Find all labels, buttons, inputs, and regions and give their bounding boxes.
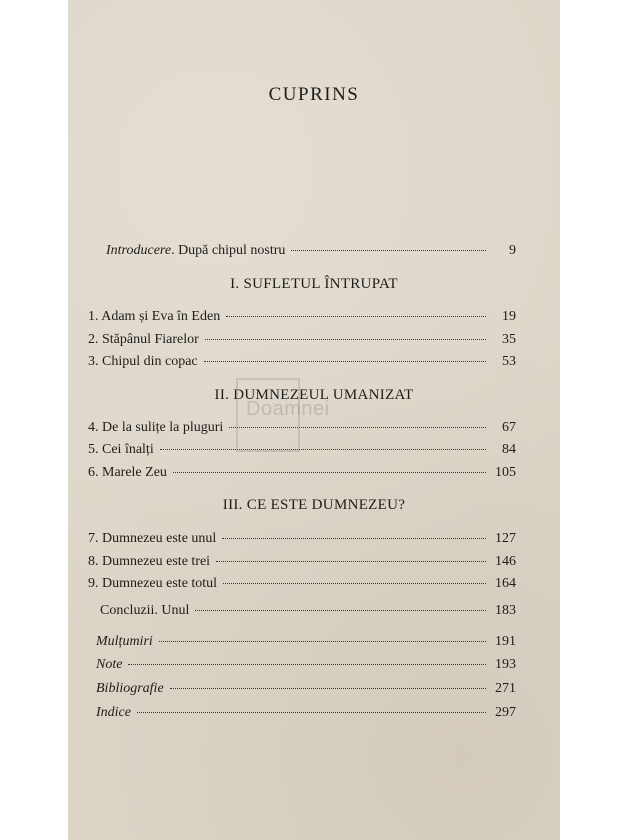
book-page: [68, 0, 560, 840]
toc-entry-chapter-1: [88, 308, 516, 326]
part-heading-3: III. CE ESTE DUMNEZEU?: [222, 497, 406, 513]
toc-page-number: 193: [495, 657, 516, 672]
toc-entry-label: 2. Stăpânul Fiarelor: [88, 332, 199, 347]
toc-entry-chapter-8: [88, 553, 516, 571]
toc-entry-chapter-4: [88, 419, 516, 437]
toc-entry-label-italic: Indice: [96, 705, 131, 720]
watermark-text: Doamnei: [246, 398, 330, 420]
toc-entry-bibliography: [96, 680, 516, 698]
toc-entry-label: [96, 633, 153, 651]
toc-page-number: 35: [502, 332, 516, 347]
toc-entry-label: [96, 704, 131, 722]
toc-page-number: 191: [495, 634, 516, 649]
dot-leader: [159, 641, 486, 642]
dot-leader: [128, 664, 486, 665]
toc-entry-label: [96, 656, 122, 674]
toc-entry-label: 7. Dumnezeu este unul: [88, 531, 217, 546]
toc-entry-notes: [96, 656, 516, 674]
toc-page-number: 127: [495, 531, 516, 546]
toc-entry-label: [96, 680, 164, 698]
toc-page-number: 84: [502, 442, 516, 457]
toc-page-number: 9: [509, 243, 516, 258]
toc-entry-label: 6. Marele Zeu: [88, 465, 167, 480]
toc-page-number: 146: [495, 554, 516, 569]
dot-leader: [137, 712, 486, 713]
toc-entry-label: 3. Chipul din copac: [88, 354, 198, 369]
toc-page-number: 297: [495, 705, 516, 720]
dot-leader: [216, 561, 486, 562]
toc-page-number: 67: [502, 420, 516, 435]
dot-leader: [226, 316, 486, 317]
toc-entry-label-italic: Bibliografie: [96, 681, 164, 696]
dot-leader: [222, 538, 486, 539]
dot-leader: [170, 688, 486, 689]
intro-label-italic: Introducere: [106, 243, 172, 258]
toc-entry-label-italic: Mulțumiri: [96, 634, 153, 649]
toc-entry-label-italic: Note: [96, 657, 123, 672]
toc-entry-label: 1. Adam și Eva în Eden: [88, 309, 221, 324]
dot-leader: [205, 339, 486, 340]
toc-entry-chapter-2: [88, 331, 516, 349]
toc-entry-chapter-3: [88, 353, 516, 371]
toc-entry-acknowledgements: [96, 633, 516, 651]
toc-entry-label: 5. Cei înalți: [88, 442, 154, 457]
toc-entry-chapter-6: [88, 464, 516, 482]
toc-page-number: 53: [502, 354, 516, 369]
toc-entry-label: 4. De la sulițe la pluguri: [88, 420, 224, 435]
toc-entry-label: 9. Dumnezeu este totul: [88, 576, 218, 591]
toc-page-number: 19: [502, 309, 516, 324]
toc-entry-chapter-7: [88, 530, 516, 548]
dot-leader: [291, 250, 486, 251]
toc-page-number: 164: [495, 576, 516, 591]
part-heading-2: II. DUMNEZEUL UMANIZAT: [214, 387, 414, 403]
toc-entry-conclusion: [100, 602, 516, 620]
dot-leader: [160, 449, 486, 450]
dot-leader: [195, 610, 486, 611]
dot-leader: [173, 472, 486, 473]
toc-entry-label: 8. Dumnezeu este trei: [88, 554, 211, 569]
intro-label-rest: . După chipul nostru: [171, 243, 286, 258]
page-title: CUPRINS: [268, 84, 360, 105]
toc-entry-introduction: [106, 242, 516, 260]
toc-entry-index: [96, 704, 516, 722]
toc-page-number: 105: [495, 465, 516, 480]
toc-page-number: 183: [495, 603, 516, 618]
toc-entry-label: Concluzii. Unul: [100, 603, 190, 618]
part-heading-1: I. SUFLETUL ÎNTRUPAT: [230, 276, 398, 292]
toc-entry-chapter-9: [88, 575, 516, 593]
toc-entry-chapter-5: [88, 441, 516, 459]
dot-leader: [223, 583, 486, 584]
toc-entry-label: [106, 242, 285, 260]
toc-page-number: 271: [495, 681, 516, 696]
dot-leader: [204, 361, 486, 362]
